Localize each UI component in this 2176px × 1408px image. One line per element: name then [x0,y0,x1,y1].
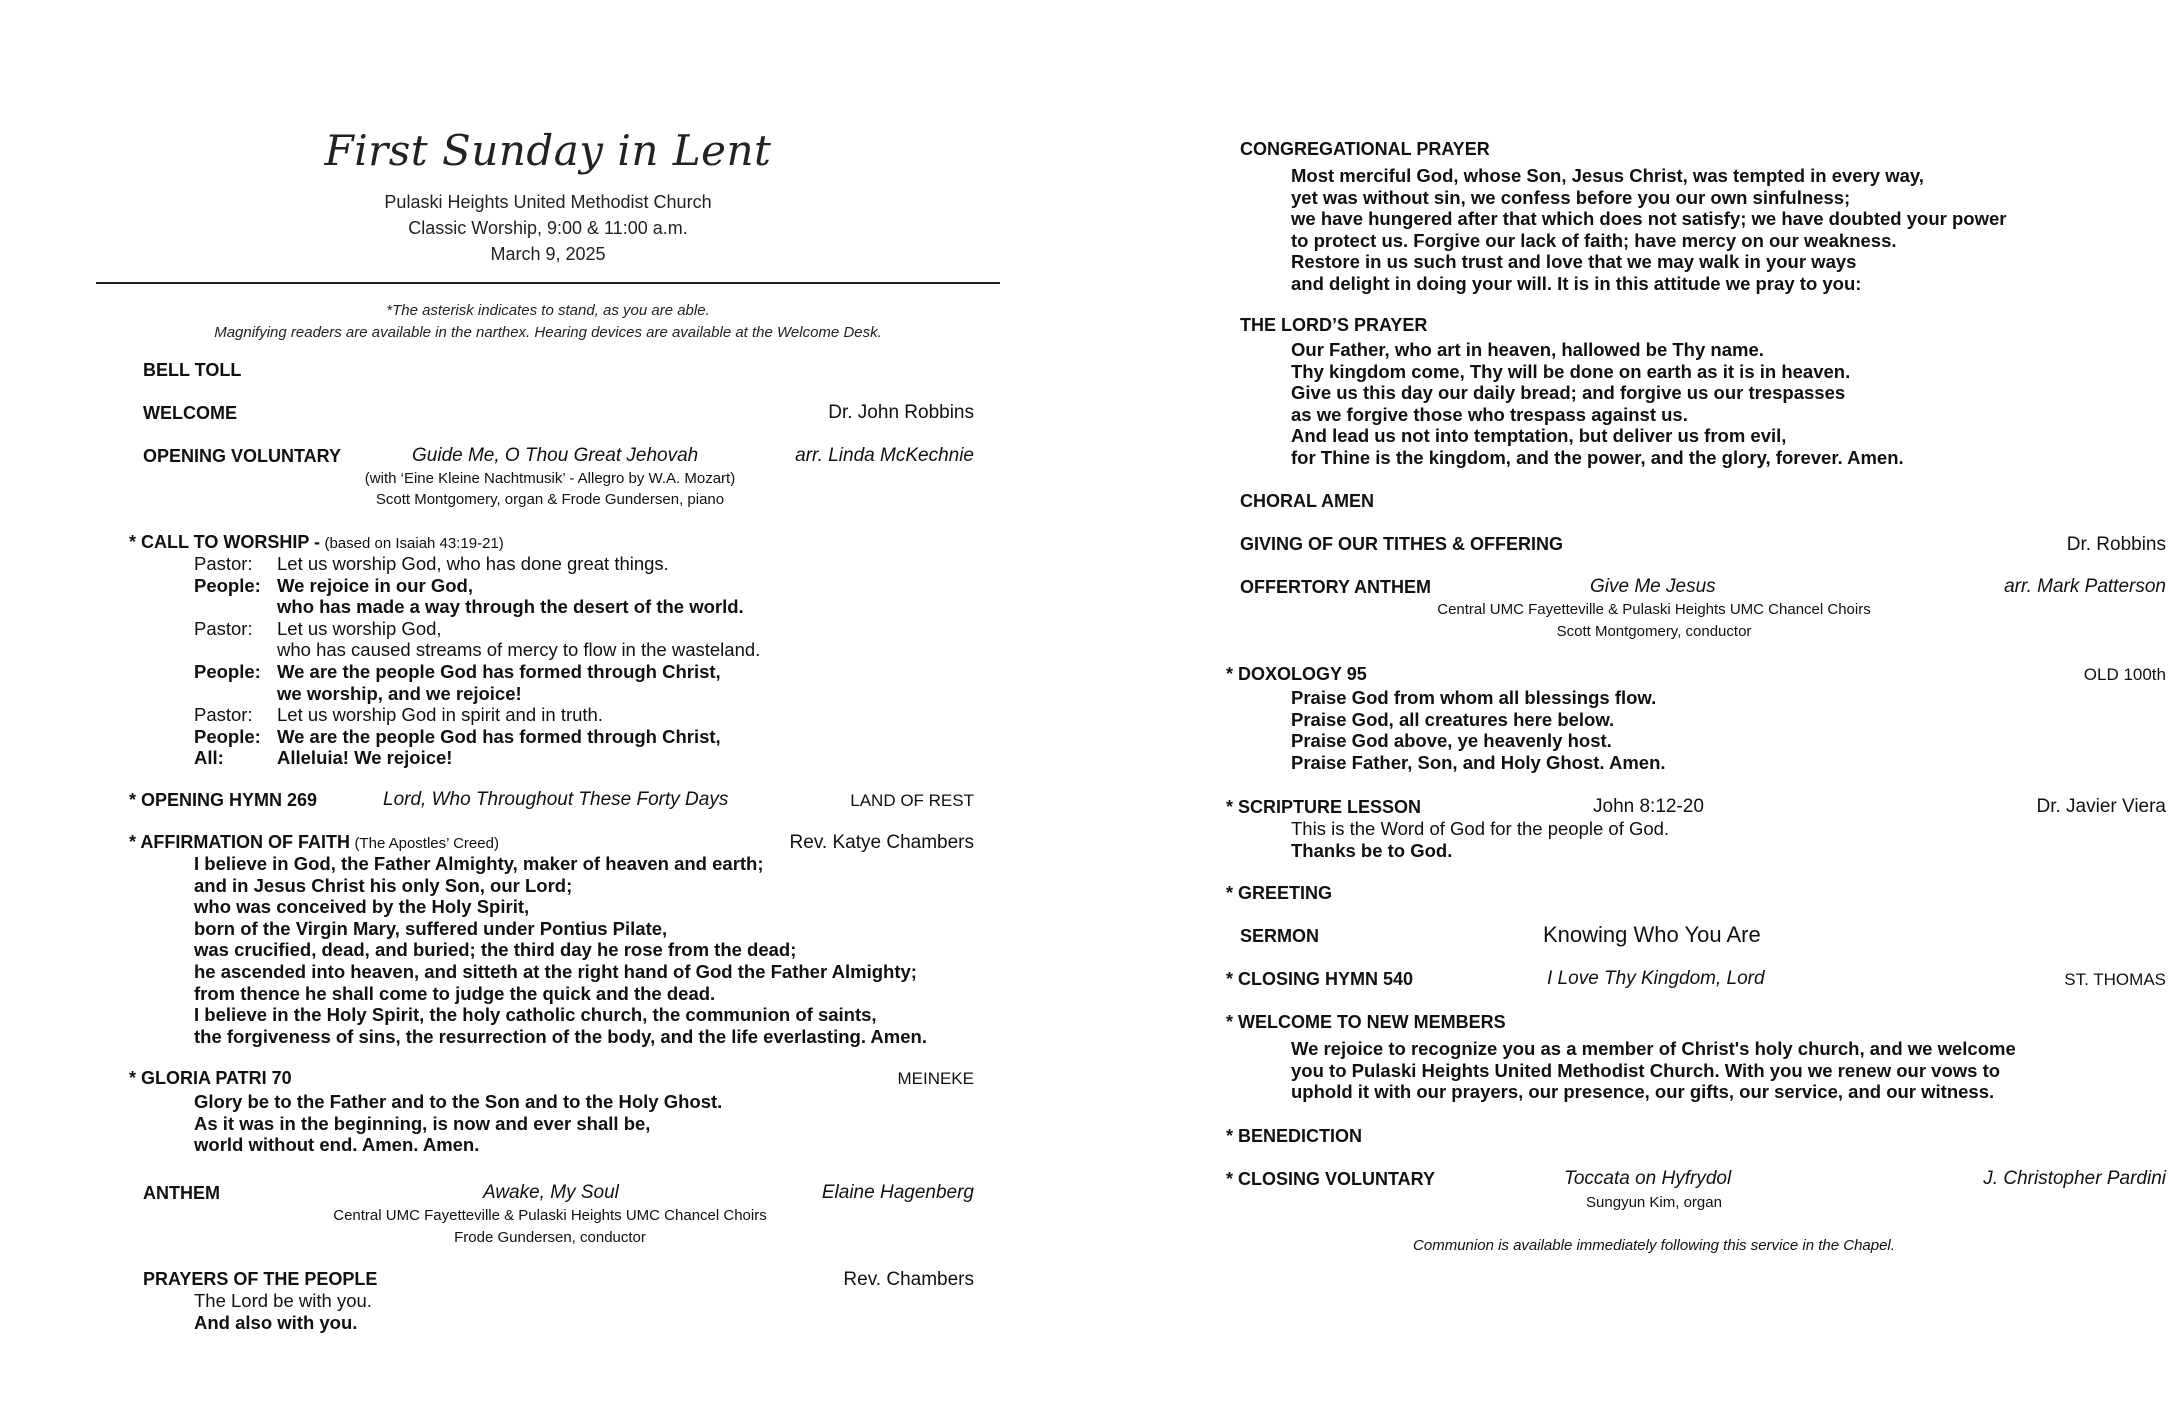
call-to-worship-heading: * CALL TO WORSHIP - [129,532,321,552]
opening-voluntary-performers: Scott Montgomery, organ & Frode Gundersen, piano [375,491,725,508]
creed-line: from thence he shall come to judge the quick and the dead. [194,982,716,1004]
welcome-heading: WELCOME [143,403,237,423]
opening-hymn-title: Lord, Who Throughout These Forty Days [383,789,729,810]
offertory-anthem-piece: Give Me Jesus [1590,576,1716,597]
new-members-line: uphold it with our prayers, our presence, our gifts, our service, and our witness. [1291,1081,1995,1103]
anthem-conductor: Frode Gundersen, conductor [454,1229,646,1246]
gloria-patri-text [194,1091,722,1156]
lords-prayer-line: Give us this day our daily bread; and forgive us our trespasses [1291,382,1846,404]
header-divider [96,282,1000,284]
doxology-line: Praise Father, Son, and Holy Ghost. Amen. [1291,751,1666,773]
congregational-prayer-heading: CONGREGATIONAL PRAYER [1240,139,1490,159]
greeting-heading: * GREETING [1226,883,1333,903]
giving-heading: GIVING OF OUR TITHES & OFFERING [1240,534,1564,554]
asterisk-note: *The asterisk indicates to stand, as you are able. [386,302,710,319]
opening-voluntary-piece: Guide Me, O Thou Great Jehovah [412,445,699,466]
congregational-prayer-text [1291,165,2006,295]
scripture-people-line: Thanks be to God. [1291,839,1453,861]
litany-line: People: We rejoice in our God, [194,574,473,596]
affirmation-heading: * AFFIRMATION OF FAITH [129,832,350,852]
scripture-response [1291,818,1669,861]
scripture-reader-line: This is the Word of God for the people of God. [1291,818,1670,839]
giving-leader: Dr. Robbins [2066,534,2166,555]
call-to-worship-source: (based on Isaiah 43:19-21) [324,535,504,552]
creed-line: he ascended into heaven, and sitteth at the right hand of God the Father Almighty; [194,960,917,982]
new-members-line: you to Pulaski Heights United Methodist Church. With you we renew our vows to [1291,1059,2001,1081]
accessibility-note: Magnifying readers are available in the narthex. Hearing devices are available at the Welcome Desk. [214,324,882,341]
litany-line: People: We are the people God has formed through Christ, [194,725,721,747]
benediction-heading: * BENEDICTION [1226,1126,1363,1146]
doxology-line: Praise God from whom all blessings flow. [1291,687,1657,708]
bell-toll-heading: BELL TOLL [143,360,242,380]
right-page [1088,0,2176,1408]
litany-line: Pastor: Let us worship God in spirit and in truth. [194,704,603,726]
creed-line: the forgiveness of sins, the resurrection of the body, and the life everlasting. Amen. [194,1025,927,1047]
sermon-heading: SERMON [1240,926,1320,946]
lords-prayer-heading: THE LORD’S PRAYER [1240,315,1428,335]
prayers-leader-line: The Lord be with you. [194,1290,372,1311]
affirmation-leader: Rev. Katye Chambers [789,832,974,853]
prayer-line: yet was without sin, we confess before you our own sinfulness; [1291,186,1851,208]
scripture-reference: John 8:12-20 [1593,796,1704,817]
bulletin-title: First Sunday in Lent [324,126,772,175]
anthem-piece: Awake, My Soul [483,1182,619,1203]
communion-note: Communion is available immediately following this service in the Chapel. [1413,1237,1895,1254]
litany-line: who has made a way through the desert of the world. [277,596,744,618]
gloria-line: world without end. Amen. Amen. [194,1134,480,1156]
service-times: Classic Worship, 9:00 & 11:00 a.m. [408,218,688,238]
prayer-line: we have hungered after that which does not satisfy; we have doubted your power [1291,208,2007,230]
gloria-patri-heading: * GLORIA PATRI 70 [129,1068,292,1088]
lords-prayer-line: And lead us not into temptation, but deliver us from evil, [1291,425,1787,447]
prayers-of-people-leader: Rev. Chambers [843,1269,974,1290]
lords-prayer-line: for Thine is the kingdom, and the power, and the glory, forever. Amen. [1291,446,1904,468]
opening-voluntary-detail: (with ‘Eine Kleine Nachtmusik’ - Allegro by W.A. Mozart) [364,470,736,487]
affirmation-header [129,832,499,853]
new-members-line: We rejoice to recognize you as a member of Christ's holy church, and we welcome [1291,1038,2016,1059]
opening-hymn-tune: LAND OF REST [850,791,974,810]
closing-hymn-heading: * CLOSING HYMN 540 [1226,969,1414,989]
doxology-line: Praise God, all creatures here below. [1291,708,1615,730]
lords-prayer-line: as we forgive those who trespass against us. [1291,403,1688,425]
prayers-of-people-heading: PRAYERS OF THE PEOPLE [143,1269,378,1289]
creed-line: I believe in the Holy Spirit, the holy catholic church, the communion of saints, [194,1004,877,1026]
creed-line: was crucified, dead, and buried; the third day he rose from the dead; [194,939,797,961]
doxology-text [1291,687,1666,773]
litany-line: we worship, and we rejoice! [277,682,522,704]
closing-voluntary-organist: Sungyun Kim, organ [1586,1194,1722,1211]
anthem-composer: Elaine Hagenberg [821,1182,974,1203]
scripture-reader: Dr. Javier Viera [2036,796,2166,817]
new-members-text [1291,1038,2016,1103]
gloria-line: Glory be to the Father and to the Son and to the Holy Ghost. [194,1091,723,1112]
creed-line: born of the Virgin Mary, suffered under Pontius Pilate, [194,917,668,939]
affirmation-source: (The Apostles’ Creed) [354,835,499,852]
offertory-choirs: Central UMC Fayetteville & Pulaski Heights UMC Chancel Choirs [1437,601,1871,618]
doxology-tune: OLD 100th [2083,665,2166,684]
doxology-heading: * DOXOLOGY 95 [1226,664,1367,684]
welcome-leader: Dr. John Robbins [828,402,974,423]
scripture-heading: * SCRIPTURE LESSON [1226,797,1422,817]
gloria-patri-tune: MEINEKE [897,1069,974,1088]
call-to-worship-litany [194,553,760,769]
service-date: March 9, 2025 [490,244,606,264]
doxology-line: Praise God above, ye heavenly host. [1291,730,1612,752]
prayer-line: to protect us. Forgive our lack of faith; have mercy on our weakness. [1291,229,1897,251]
choral-amen-heading: CHORAL AMEN [1240,491,1374,511]
closing-voluntary-heading: * CLOSING VOLUNTARY [1226,1169,1436,1189]
call-to-worship-header [129,532,504,553]
litany-line: All: Alleluia! We rejoice! [194,747,453,769]
sermon-title: Knowing Who You Are [1543,922,1761,947]
creed-line: I believe in God, the Father Almighty, maker of heaven and earth; [194,853,764,874]
creed-line: and in Jesus Christ his only Son, our Lord; [194,874,573,896]
anthem-choirs: Central UMC Fayetteville & Pulaski Heights UMC Chancel Choirs [333,1207,767,1224]
closing-hymn-tune: ST. THOMAS [2064,970,2166,989]
closing-voluntary-piece: Toccata on Hyfrydol [1564,1168,1732,1189]
litany-line: Pastor: Let us worship God, [194,617,442,639]
litany-line: Pastor: Let us worship God, who has done great things. [194,553,669,574]
prayer-line: Restore in us such trust and love that we may walk in your ways [1291,251,1857,273]
gloria-line: As it was in the beginning, is now and ever shall be, [194,1112,651,1134]
opening-hymn-heading: * OPENING HYMN 269 [129,790,318,810]
creed-line: who was conceived by the Holy Spirit, [194,896,530,918]
offertory-anthem-heading: OFFERTORY ANTHEM [1240,577,1432,597]
prayer-line: and delight in doing your will. It is in this attitude we pray to you: [1291,272,1862,294]
offertory-anthem-arranger: arr. Mark Patterson [2004,576,2166,597]
new-members-heading: * WELCOME TO NEW MEMBERS [1226,1012,1506,1032]
prayers-people-line: And also with you. [194,1311,358,1333]
prayers-of-people-response [194,1290,372,1333]
lords-prayer-line: Our Father, who art in heaven, hallowed be Thy name. [1291,339,1764,360]
lords-prayer-line: Thy kingdom come, Thy will be done on earth as it is in heaven. [1291,360,1851,382]
opening-voluntary-arranger: arr. Linda McKechnie [795,445,974,466]
litany-line: People: We are the people God has formed through Christ, [194,660,721,682]
closing-voluntary-composer: J. Christopher Pardini [1983,1168,2166,1189]
opening-voluntary-heading: OPENING VOLUNTARY [143,446,342,466]
litany-line: who has caused streams of mercy to flow in the wasteland. [277,639,761,661]
lords-prayer-text [1291,339,1904,469]
closing-hymn-title: I Love Thy Kingdom, Lord [1547,968,1765,989]
anthem-heading: ANTHEM [143,1183,220,1203]
church-name: Pulaski Heights United Methodist Church [384,192,712,212]
prayer-line: Most merciful God, whose Son, Jesus Christ, was tempted in every way, [1291,165,1924,186]
offertory-conductor: Scott Montgomery, conductor [1556,623,1752,640]
apostles-creed [194,853,927,1047]
